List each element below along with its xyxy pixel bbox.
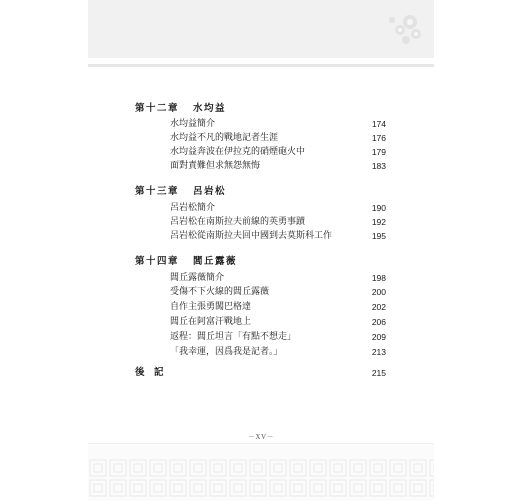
toc-page-number: 215 bbox=[371, 368, 386, 378]
page-folio: －XV－ bbox=[247, 433, 275, 441]
toc-page-number: 209 bbox=[371, 332, 386, 342]
toc-page-number: 195 bbox=[371, 231, 386, 241]
toc-entry-text: 返程：閭丘坦言「有點不想走」 bbox=[170, 332, 297, 342]
toc-entry bbox=[170, 216, 386, 228]
toc-entry-text: 「我幸運，因爲我是記者。」 bbox=[170, 347, 283, 357]
chapter-label: 第十二章 bbox=[135, 103, 180, 114]
chapter-title: 閭丘露薇 bbox=[193, 256, 238, 267]
toc-page-number: 174 bbox=[371, 119, 386, 129]
footer-band bbox=[88, 443, 434, 501]
toc-page-number: 213 bbox=[371, 347, 386, 357]
toc-entry bbox=[170, 160, 386, 172]
toc-entry-text: 水均益奔波在伊拉克的硝煙砲火中 bbox=[170, 147, 306, 157]
toc-entry bbox=[170, 202, 386, 214]
chapter-title: 呂岩松 bbox=[193, 186, 227, 197]
chapter-label: 第十三章 bbox=[135, 186, 180, 197]
floral-ornament-icon bbox=[380, 8, 424, 48]
toc-page-number: 200 bbox=[371, 287, 386, 297]
toc-entry bbox=[170, 230, 386, 242]
toc-entry-text: 呂岩松從南斯拉夫回中國到去莫斯科工作 bbox=[170, 231, 333, 241]
toc-entry bbox=[170, 316, 386, 328]
toc-page-number: 192 bbox=[371, 217, 386, 227]
toc-page-number: 206 bbox=[371, 317, 386, 327]
epilogue-entry bbox=[135, 367, 386, 379]
chapter-label: 第十四章 bbox=[135, 256, 180, 267]
toc-entry bbox=[170, 132, 386, 144]
book-page bbox=[88, 0, 434, 500]
toc-entry bbox=[170, 118, 386, 130]
toc-entry bbox=[170, 346, 386, 358]
epilogue-title: 後 記 bbox=[135, 367, 164, 378]
chapter-heading bbox=[135, 253, 237, 267]
toc-entry-text: 水均益不凡的戰地記者生涯 bbox=[170, 133, 279, 143]
toc-entry-text: 水均益簡介 bbox=[170, 119, 216, 129]
toc-entry bbox=[170, 331, 386, 343]
toc-page-number: 179 bbox=[371, 147, 386, 157]
toc-entry-text: 自作主張勇闖巴格達 bbox=[170, 302, 252, 312]
toc-entry-text: 面對責難但求無怨無悔 bbox=[170, 161, 261, 171]
toc-entry-text: 閭丘露薇簡介 bbox=[170, 273, 225, 283]
toc-entry bbox=[170, 286, 386, 298]
toc-page-number: 183 bbox=[371, 161, 386, 171]
toc-page-number: 176 bbox=[371, 133, 386, 143]
chapter-heading bbox=[135, 100, 226, 114]
lattice-pattern-icon bbox=[88, 458, 434, 498]
toc-entry-text: 受傷不下火線的閭丘露薇 bbox=[170, 287, 270, 297]
toc-entry bbox=[170, 272, 386, 284]
chapter-title: 水均益 bbox=[193, 103, 227, 114]
toc-entry-text: 呂岩松簡介 bbox=[170, 203, 216, 213]
toc-entry-text: 閭丘在阿富汗戰地上 bbox=[170, 317, 252, 327]
toc-entry-text: 呂岩松在南斯拉夫前線的英勇事蹟 bbox=[170, 217, 306, 227]
toc-page-number: 198 bbox=[371, 273, 386, 283]
toc-entry bbox=[170, 301, 386, 313]
toc-page-number: 202 bbox=[371, 302, 386, 312]
toc-page-number: 190 bbox=[371, 203, 386, 213]
toc-entry bbox=[170, 146, 386, 158]
header-band bbox=[88, 0, 434, 58]
chapter-heading bbox=[135, 183, 226, 197]
header-rule bbox=[88, 64, 434, 67]
